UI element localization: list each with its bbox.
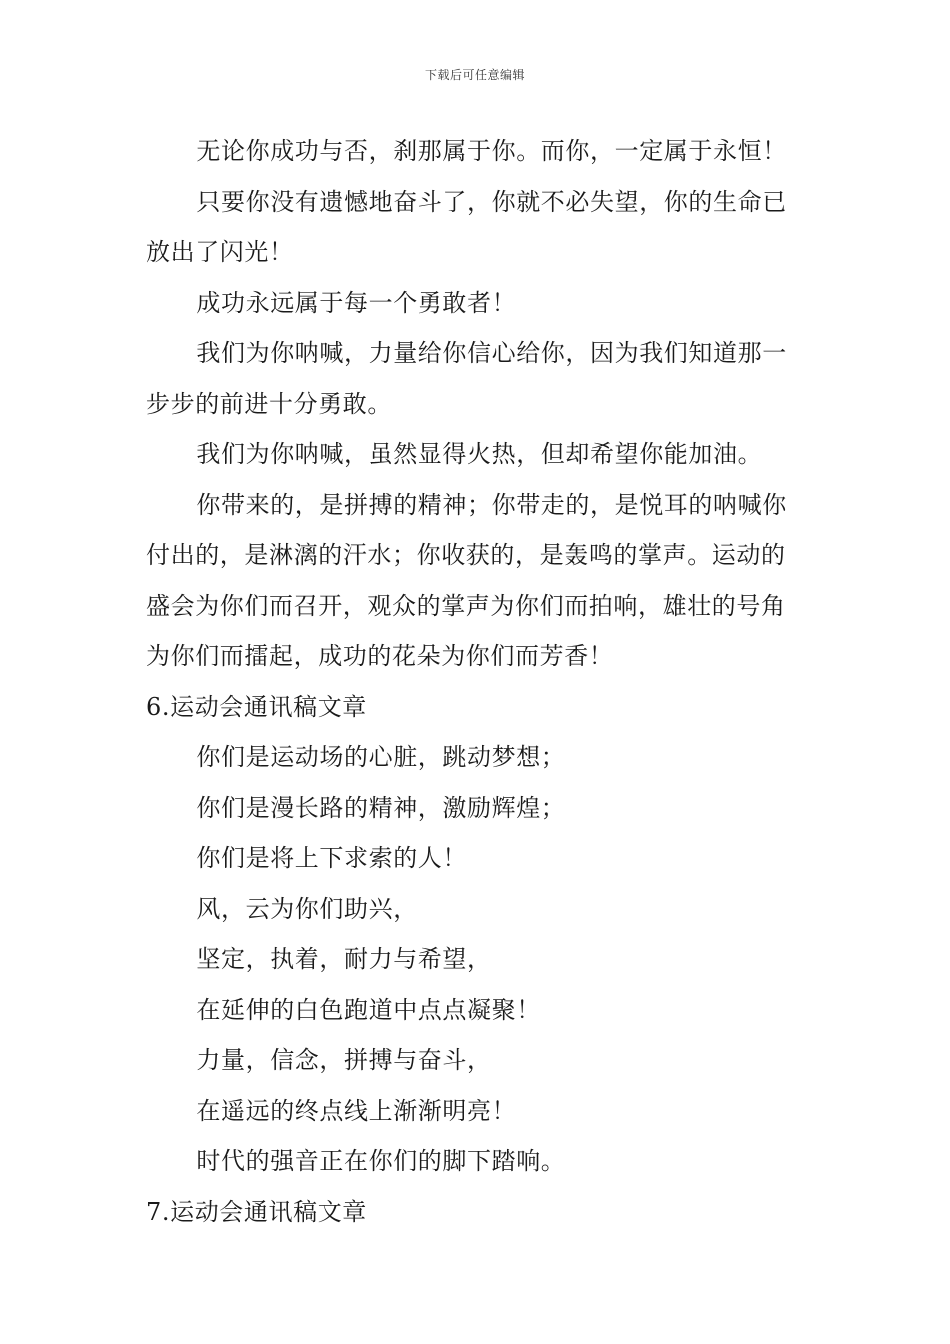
paragraph: 你带来的，是拼搏的精神；你带走的，是悦耳的呐喊你付出的，是淋漓的汗水；你收获的，是轰鸣的掌声。运动的盛会为你们而召开，观众的掌声为你们而拍响，雄壮的号角为你们而擂起，成功的花朵为你们而芳香！ <box>146 490 787 670</box>
document-body <box>146 126 806 1237</box>
paragraph: 我们为你呐喊，虽然显得火热，但却希望你能加油。 <box>196 440 763 468</box>
poem-line: 你们是将上下求索的人！ <box>196 844 467 872</box>
paragraph: 只要你没有遗憾地奋斗了，你就不必失望，你的生命已放出了闪光！ <box>146 187 787 266</box>
poem-line: 你们是漫长路的精神，激励辉煌； <box>196 793 566 822</box>
poem-line: 你们是运动场的心脏，跳动梦想； <box>196 743 566 771</box>
poem-line: 风，云为你们助兴， <box>196 894 418 923</box>
poem-line: 时代的强音正在你们的脚下踏响。 <box>196 1147 566 1175</box>
paragraph: 我们为你呐喊，力量给你信心给你，因为我们知道那一步步的前进十分勇敢。 <box>146 339 787 418</box>
paragraph: 成功永远属于每一个勇敢者！ <box>196 288 517 317</box>
page-header: 下载后可任意编辑 <box>424 68 525 82</box>
poem-line: 在遥远的终点线上渐渐明亮！ <box>196 1096 517 1125</box>
poem-line: 坚定，执着，耐力与希望， <box>196 945 492 973</box>
section-heading: 6.运动会通讯稿文章 <box>146 692 367 721</box>
paragraph: 无论你成功与否，刹那属于你。而你，一定属于永恒！ <box>196 137 787 165</box>
poem-line: 力量，信念，拼搏与奋斗， <box>196 1046 492 1074</box>
section-heading: 7.运动会通讯稿文章 <box>146 1197 367 1226</box>
poem-line: 在延伸的白色跑道中点点凝聚！ <box>196 995 541 1024</box>
